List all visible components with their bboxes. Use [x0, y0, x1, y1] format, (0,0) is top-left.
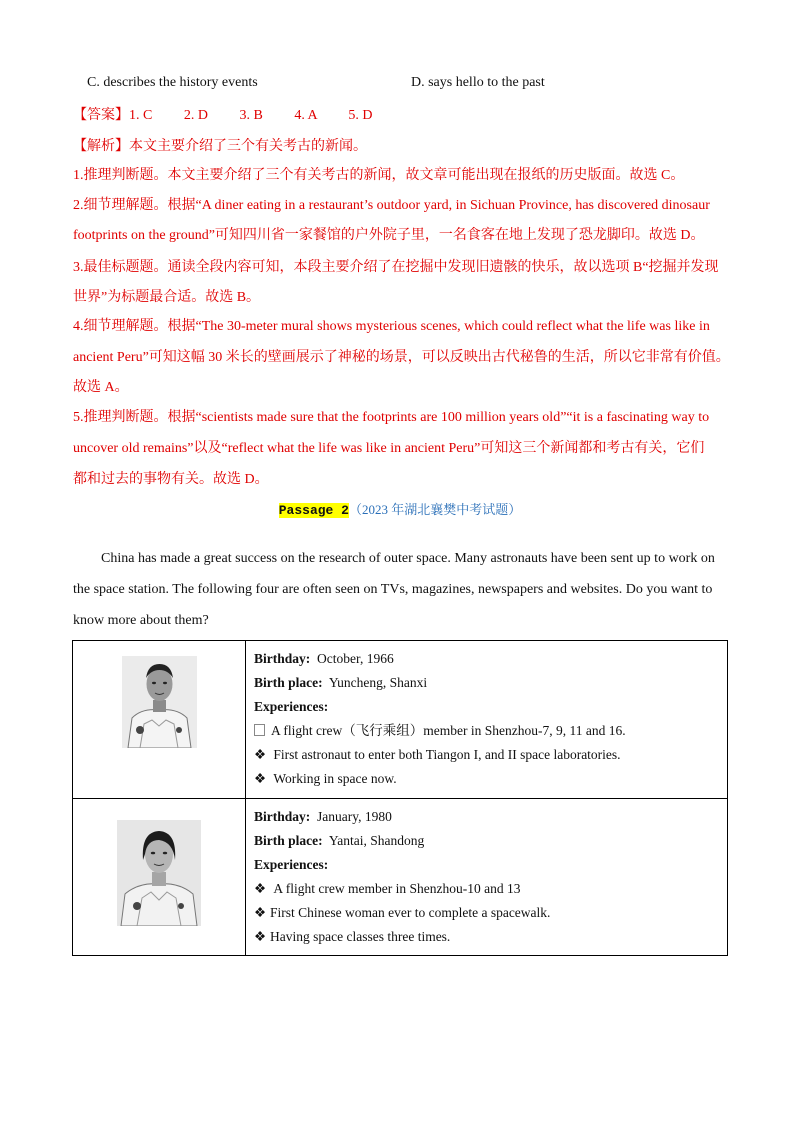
analysis-line: uncover old remains”以及“reflect what the life was like in ancient Peru”可知这三个新闻都和考古有关，它们: [73, 441, 705, 456]
experience-item: ❖ First astronaut to enter both Tiangon I, and II space laboratories.: [254, 743, 719, 767]
analysis-line: 4.细节理解题。根据“The 30-meter mural shows mysterious scenes, which could reflect what the life was like in: [73, 319, 710, 334]
birthday-label: Birthday:: [254, 651, 311, 666]
astronaut-photo: [122, 656, 197, 748]
diamond-bullet-icon: ❖: [254, 881, 267, 896]
birthday-label: Birthday:: [254, 809, 311, 824]
answer-item: 1. C: [129, 108, 153, 123]
birthplace-value: Yuncheng, Shanxi: [328, 675, 428, 690]
passage-label: Passage 2: [278, 503, 349, 518]
diamond-bullet-icon: ❖: [254, 771, 267, 786]
birthplace-value: Yantai, Shandong: [328, 833, 425, 848]
passage-source: （2023 年湖北襄樊中考试题）: [348, 502, 522, 517]
passage-heading: [0, 500, 800, 521]
analysis-intro-line: [73, 137, 367, 157]
experience-item: ❖ Having space classes three times.: [254, 925, 719, 949]
analysis-line: ancient Peru”可知这幅 30 米长的壁画展示了神秘的场景，可以反映出古代秘鲁的生活，所以它非常有价值。: [73, 350, 730, 365]
analysis-line: 都和过去的事物有关。故选 D。: [73, 472, 269, 487]
experience-item: ❖ First Chinese woman ever to complete a spacewalk.: [254, 901, 719, 925]
analysis-line: 世界”为标题最合适。故选 B。: [73, 290, 261, 305]
passage-intro: China has made a great success on the research of outer space. Many astronauts have been sent up to work on the space station. The following four are often seen on TVs, magazines, newspapers and websites. Do you want to know more about them?: [73, 551, 715, 628]
birthday-value: October, 1966: [317, 651, 394, 666]
analysis-line: 1.推理判断题。本文主要介绍了三个有关考古的新闻，故文章可能出现在报纸的历史版面。故选 C。: [73, 168, 685, 183]
birthplace-label: Birth place:: [254, 833, 323, 848]
astronaut-table: [72, 640, 728, 956]
birthplace-row: [254, 829, 719, 853]
analysis-tag: 【解析】: [73, 139, 129, 154]
diamond-bullet-icon: ❖: [254, 929, 267, 944]
answer-item: 4. A: [294, 108, 317, 123]
experience-item: A flight crew（飞行乘组）member in Shenzhou-7, 9, 11 and 16.: [254, 719, 719, 743]
analysis-line: 故选 A。: [73, 380, 129, 395]
diamond-bullet-icon: ❖: [254, 905, 267, 920]
analysis-line: 5.推理判断题。根据“scientists made sure that the footprints are 100 million years old”“it is a fascinating way to: [73, 410, 710, 425]
analysis-intro: 本文主要介绍了三个有关考古的新闻。: [129, 139, 367, 154]
answer-item: 3. B: [239, 108, 263, 123]
table-row: [73, 641, 728, 799]
birthday-row: [254, 647, 719, 671]
checkbox-icon: [254, 724, 265, 736]
answer-item: 5. D: [348, 108, 373, 123]
option-d: D. says hello to the past: [411, 75, 545, 90]
diamond-bullet-icon: ❖: [254, 747, 267, 762]
info-cell: [246, 641, 728, 799]
experiences-label: Experiences:: [254, 857, 329, 872]
analysis-line: footprints on the ground”可知四川省一家餐馆的户外院子里，一名食客在地上发现了恐龙脚印。故选 D。: [73, 228, 705, 243]
analysis-line: 3.最佳标题题。通读全段内容可知，本段主要介绍了在挖掘中发现旧遗骸的快乐，故以选项 B“挖掘并发现: [73, 260, 719, 275]
answer-line: [73, 106, 373, 126]
photo-cell: [73, 641, 246, 799]
experience-item: ❖ A flight crew member in Shenzhou-10 and 13: [254, 877, 719, 901]
birthplace-row: [254, 671, 719, 695]
answer-item: 2. D: [183, 108, 208, 123]
option-c: C. describes the history events: [87, 75, 258, 90]
answer-tag: 【答案】: [73, 108, 129, 123]
info-cell: [246, 799, 728, 956]
analysis-line: 2.细节理解题。根据“A diner eating in a restaurant’s outdoor yard, in Sichuan Province, has discovered dinosaur: [73, 198, 710, 213]
experiences-label: Experiences:: [254, 699, 329, 714]
experience-item: ❖ Working in space now.: [254, 767, 719, 791]
table-row: [73, 799, 728, 956]
photo-cell: [73, 799, 246, 956]
birthplace-label: Birth place:: [254, 675, 323, 690]
birthday-value: January, 1980: [317, 809, 392, 824]
astronaut-photo: [117, 820, 201, 926]
birthday-row: [254, 805, 719, 829]
